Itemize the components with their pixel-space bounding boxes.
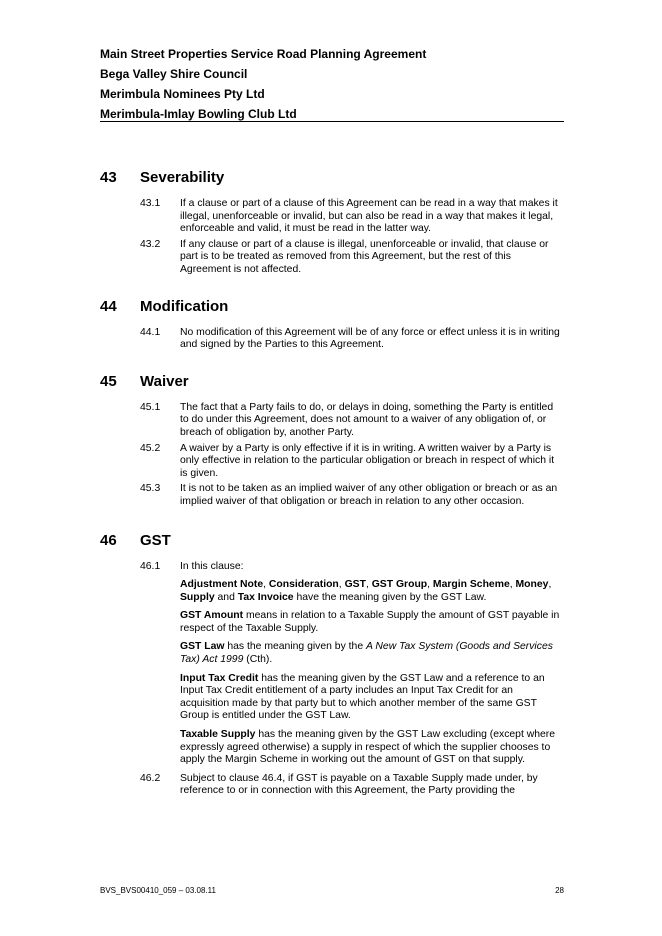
document-body — [100, 168, 564, 798]
definition-defined-terms — [180, 579, 564, 604]
section-number: 44 — [100, 297, 117, 315]
definition-text: has the meaning given by the — [224, 641, 366, 653]
clause-number: 45.2 — [140, 442, 161, 454]
defined-term: Adjustment Note — [180, 579, 264, 591]
clause-number: 43.1 — [140, 198, 161, 209]
definition-text: , — [338, 579, 345, 591]
clause — [100, 561, 564, 574]
defined-term: GST Law — [180, 641, 225, 653]
clause — [100, 239, 564, 277]
header-party-nominees: Merimbula Nominees Pty Ltd — [100, 87, 265, 101]
definition-gst-law — [180, 641, 564, 666]
definition-text: has the meaning given by the GST Law excluding (except where expressly agreed otherwise) a supply in respect of which the supplier chooses to apply the Margin Scheme in working out the amount of GST on that supply. — [180, 729, 556, 766]
header-agreement-title: Main Street Properties Service Road Planning Agreement — [100, 47, 427, 61]
clause — [100, 483, 564, 508]
clause — [100, 402, 564, 440]
clause — [100, 773, 564, 798]
definition-gst-amount — [180, 610, 564, 635]
section-severability — [100, 168, 564, 277]
defined-term: Margin Scheme — [432, 579, 510, 591]
section-number: 43 — [100, 169, 117, 186]
section-heading — [100, 297, 564, 317]
definition-text: (Cth). — [243, 654, 273, 666]
clause-text: It is not to be taken as an implied waiver of any other obligation or breach or as an implied waiver of that obligation or breach in relation to any other occasion. — [180, 483, 558, 507]
footer-page-number: 28 — [555, 886, 564, 895]
definition-text: have the meaning given by the GST Law. — [293, 591, 487, 603]
defined-term: Tax Invoice — [237, 591, 294, 603]
section-title: Severability — [140, 169, 225, 186]
clause-number: 44.1 — [140, 326, 161, 338]
clause-number: 45.1 — [140, 401, 161, 413]
clause-text: In this clause: — [180, 560, 244, 572]
definition-taxable-supply — [180, 729, 564, 767]
definition-text: , — [365, 579, 372, 591]
section-modification — [100, 297, 564, 352]
clause-number: 43.2 — [140, 238, 161, 250]
defined-term: Supply — [180, 591, 215, 603]
section-title: GST — [140, 531, 171, 549]
section-heading — [100, 372, 564, 392]
clause-text: If a clause or part of a clause of this Agreement can be read in a way that makes it illegal, unenforceable or invalid, but can also be read in a way that makes it legal, enforceable and valid, it must be read in the latter way. — [180, 198, 558, 235]
header-party-bowling-club: Merimbula-Imlay Bowling Club Ltd — [100, 107, 297, 121]
section-title: Waiver — [140, 372, 189, 390]
header-party-council: Bega Valley Shire Council — [100, 67, 248, 81]
header-divider — [100, 121, 564, 122]
defined-term: GST Amount — [180, 610, 244, 622]
section-number: 45 — [100, 372, 117, 390]
clause-text: No modification of this Agreement will be of any force or effect unless it is in writing and signed by the Parties to this Agreement. — [180, 326, 560, 351]
section-heading — [100, 531, 564, 551]
defined-term: Consideration — [268, 579, 339, 591]
definition-text: , — [427, 579, 433, 591]
section-waiver — [100, 372, 564, 509]
clause — [100, 327, 564, 352]
clause — [100, 443, 564, 481]
defined-term: GST — [344, 579, 366, 591]
document-header — [100, 44, 564, 124]
clause-number: 45.3 — [140, 483, 161, 495]
clause-number: 46.1 — [140, 560, 161, 572]
definition-input-tax-credit — [180, 673, 564, 723]
section-gst — [100, 531, 564, 799]
footer-document-reference: BVS_BVS00410_059 – 03.08.11 — [100, 886, 216, 895]
act-title: A New Tax System (Goods and Services Tax) Act 1999 — [180, 641, 553, 666]
document-footer — [100, 886, 564, 896]
clause-text: The fact that a Party fails to do, or delays in doing, something the Party is entitled to do under this Agreement, does not amount to a waiver of any obligation of, or breach of obligation by, another Party. — [180, 401, 554, 438]
clause-text: If any clause or part of a clause is illegal, unenforceable or invalid, that clause or part is to be treated as removed from this Agreement, but the rest of this Agreement is not affected. — [180, 238, 549, 275]
defined-term: Taxable Supply — [180, 729, 256, 741]
section-heading — [100, 168, 564, 188]
definition-text: , — [548, 579, 552, 591]
definition-text: , — [263, 579, 269, 591]
defined-term: Money — [515, 579, 549, 591]
defined-term: Input Tax Credit — [180, 672, 259, 684]
clause-text: Subject to clause 46.4, if GST is payable on a Taxable Supply made under, by reference to or in connection with this Agreement, the Party providing the — [180, 772, 538, 797]
clause-number: 46.2 — [140, 772, 161, 784]
section-number: 46 — [100, 531, 117, 549]
definition-text: has the meaning given by the GST Law and a reference to an Input Tax Credit entitlement of a party includes an Input Tax Credit for an acquisition made by that party but to which another member of the same GST Group is entitled under the GST Law. — [180, 672, 545, 722]
defined-term: GST Group — [371, 579, 428, 591]
definition-text: , — [509, 579, 516, 591]
clause — [100, 198, 564, 236]
definition-text: means in relation to a Taxable Supply the amount of GST payable in respect of the Taxable Supply. — [180, 610, 560, 634]
section-title: Modification — [140, 297, 229, 315]
clause-text: A waiver by a Party is only effective if it is in writing. A written waiver by a Party is only effective in relation to the particular obligation or breach in respect of which it is given. — [180, 442, 555, 479]
definition-text: and — [214, 591, 238, 603]
